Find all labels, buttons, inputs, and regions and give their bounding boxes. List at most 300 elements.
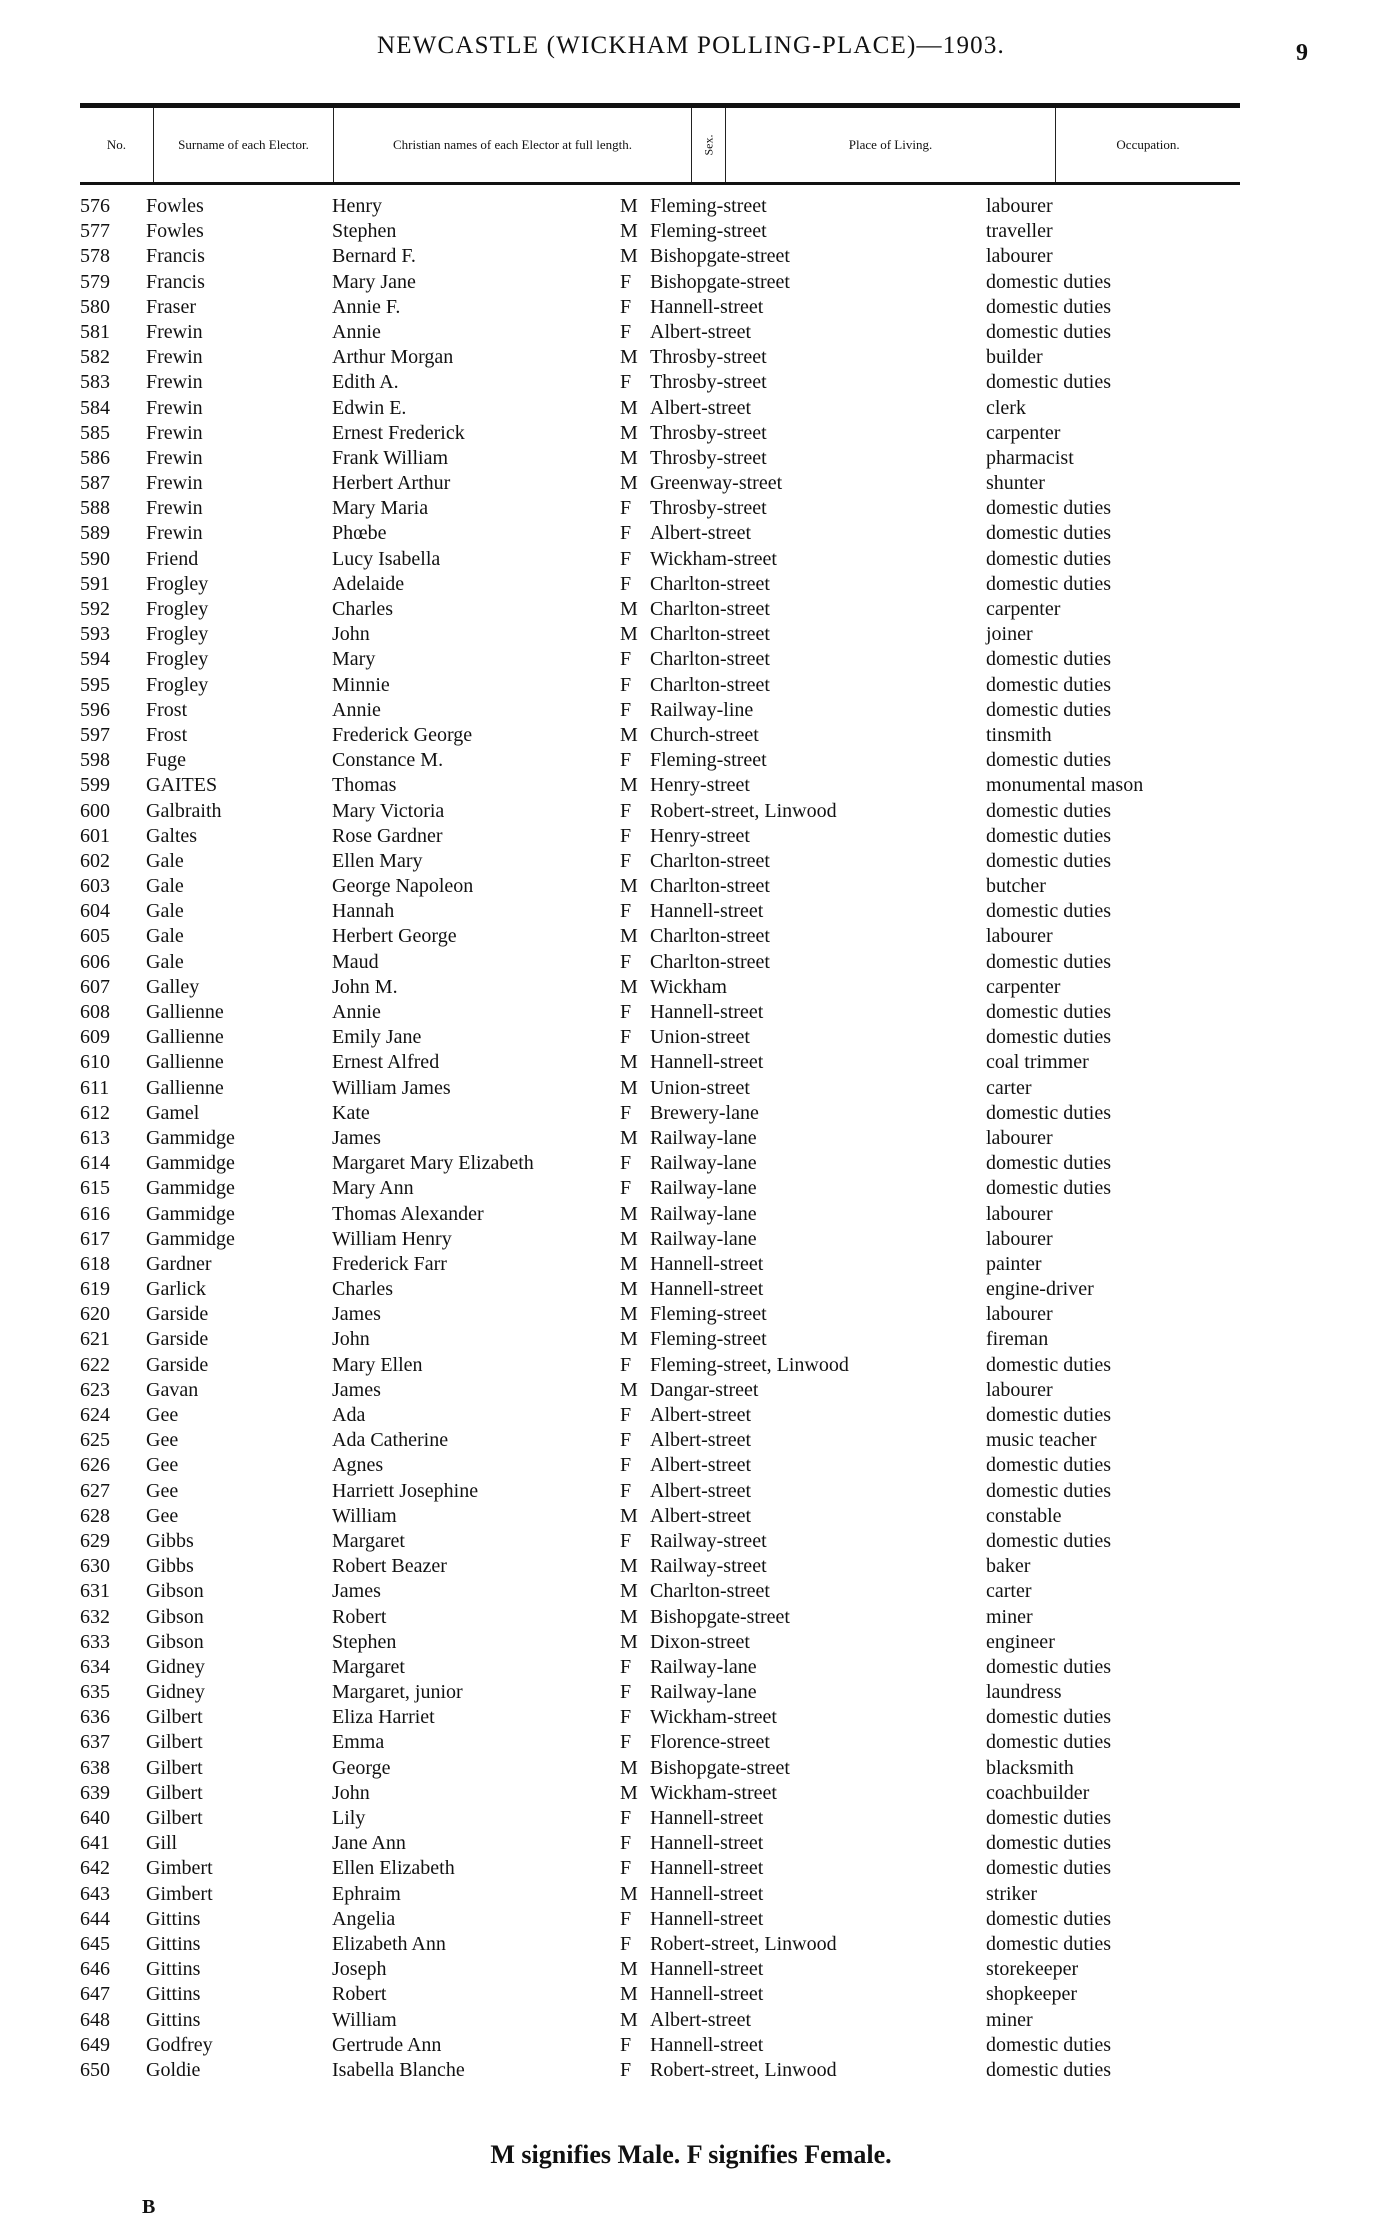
elector-row xyxy=(0,1277,1382,1302)
elector-no: 578 xyxy=(80,245,110,268)
elector-occupation: domestic duties xyxy=(986,1177,1111,1200)
elector-row xyxy=(0,270,1382,295)
elector-no: 636 xyxy=(80,1706,110,1729)
elector-surname: Gallienne xyxy=(146,1051,224,1074)
elector-sex: M xyxy=(620,1630,638,1653)
elector-row xyxy=(0,924,1382,949)
elector-christian: Phœbe xyxy=(332,522,387,545)
elector-row xyxy=(0,1831,1382,1856)
elector-no: 608 xyxy=(80,1001,110,1023)
elector-christian: Mary Ann xyxy=(332,1177,414,1200)
elector-place: Wickham-street xyxy=(650,1706,777,1729)
header-place: Place of Living. xyxy=(726,108,1056,182)
elector-row xyxy=(0,1781,1382,1806)
elector-place: Albert-street xyxy=(650,1479,752,1502)
elector-surname: Galtes xyxy=(146,824,198,847)
elector-sex: F xyxy=(620,1832,632,1855)
elector-place: Albert-street xyxy=(650,320,752,343)
elector-row xyxy=(0,1856,1382,1881)
elector-christian: John xyxy=(332,1328,370,1351)
elector-sex: M xyxy=(620,1605,638,1628)
elector-place: Throsby-street xyxy=(650,446,767,469)
page-number: 9 xyxy=(1296,40,1308,66)
elector-no: 605 xyxy=(80,925,110,948)
elector-place: Albert-street xyxy=(650,1429,752,1452)
elector-row xyxy=(0,950,1382,975)
elector-no: 629 xyxy=(80,1529,110,1552)
elector-occupation: carpenter xyxy=(986,975,1061,998)
elector-occupation: butcher xyxy=(986,875,1046,898)
elector-sex: F xyxy=(620,371,632,394)
elector-place: Henry-street xyxy=(650,824,750,847)
elector-surname: Garlick xyxy=(146,1278,206,1301)
elector-christian: Charles xyxy=(332,1278,394,1301)
elector-no: 645 xyxy=(80,1932,110,1955)
elector-no: 589 xyxy=(80,522,110,545)
elector-no: 592 xyxy=(80,598,110,620)
elector-row xyxy=(0,1025,1382,1050)
elector-christian: Lily xyxy=(332,1807,366,1829)
elector-occupation: domestic duties xyxy=(986,1857,1111,1880)
elector-row xyxy=(0,345,1382,370)
elector-christian: Arthur Morgan xyxy=(332,346,454,369)
elector-place: Railway-lane xyxy=(650,1126,757,1149)
elector-occupation: labourer xyxy=(986,1227,1053,1250)
elector-no: 586 xyxy=(80,446,110,469)
elector-no: 600 xyxy=(80,799,110,822)
elector-sex: F xyxy=(620,799,632,822)
elector-no: 614 xyxy=(80,1152,110,1175)
elector-surname: Godfrey xyxy=(146,2033,213,2056)
elector-no: 613 xyxy=(80,1126,110,1149)
elector-occupation: tinsmith xyxy=(986,723,1052,746)
elector-no: 618 xyxy=(80,1252,110,1275)
elector-occupation: domestic duties xyxy=(986,749,1111,772)
elector-occupation: domestic duties xyxy=(986,320,1111,343)
elector-sex: F xyxy=(620,572,632,595)
elector-christian: George Napoleon xyxy=(332,875,474,898)
elector-christian: Ellen Elizabeth xyxy=(332,1857,455,1880)
header-sex-label: Sex. xyxy=(701,134,716,156)
elector-occupation: domestic duties xyxy=(986,1353,1111,1376)
elector-place: Hannell-street xyxy=(650,1983,764,2006)
elector-row xyxy=(0,1529,1382,1554)
elector-occupation: domestic duties xyxy=(986,1706,1111,1729)
elector-no: 594 xyxy=(80,648,110,671)
elector-surname: Gibson xyxy=(146,1630,204,1653)
elector-christian: Frederick George xyxy=(332,723,473,746)
elector-christian: James xyxy=(332,1126,381,1149)
elector-christian: Lucy Isabella xyxy=(332,547,441,570)
elector-row xyxy=(0,975,1382,1000)
elector-no: 615 xyxy=(80,1177,110,1200)
elector-surname: Garside xyxy=(146,1328,209,1351)
elector-no: 628 xyxy=(80,1504,110,1527)
elector-christian: Herbert George xyxy=(332,925,457,948)
elector-sex: M xyxy=(620,245,638,268)
elector-no: 584 xyxy=(80,396,110,419)
elector-place: Dangar-street xyxy=(650,1378,759,1401)
elector-christian: Robert xyxy=(332,1983,387,2006)
elector-row xyxy=(0,1378,1382,1403)
elector-place: Charlton-street xyxy=(650,623,770,646)
elector-sex: F xyxy=(620,1681,632,1704)
elector-christian: Charles xyxy=(332,598,394,620)
elector-occupation: pharmacist xyxy=(986,446,1074,469)
elector-no: 610 xyxy=(80,1051,110,1074)
elector-christian: Mary Maria xyxy=(332,497,429,520)
elector-occupation: domestic duties xyxy=(986,1832,1111,1855)
elector-no: 630 xyxy=(80,1555,110,1578)
elector-row xyxy=(0,1630,1382,1655)
elector-surname: Gilbert xyxy=(146,1731,203,1754)
elector-place: Hannell-street xyxy=(650,1807,764,1829)
elector-occupation: domestic duties xyxy=(986,371,1111,394)
elector-sex: F xyxy=(620,1001,632,1023)
elector-row xyxy=(0,1353,1382,1378)
elector-place: Albert-street xyxy=(650,1454,752,1477)
elector-christian: John xyxy=(332,1781,370,1804)
elector-place: Charlton-street xyxy=(650,875,770,898)
elector-sex: F xyxy=(620,900,632,923)
elector-surname: Frogley xyxy=(146,648,209,671)
elector-sex: F xyxy=(620,2058,632,2081)
elector-no: 603 xyxy=(80,875,110,898)
elector-place: Fleming-street xyxy=(650,220,767,243)
elector-place: Railway-line xyxy=(650,698,754,721)
elector-sex: M xyxy=(620,1958,638,1981)
elector-sex: M xyxy=(620,1202,638,1225)
elector-place: Greenway-street xyxy=(650,472,783,495)
elector-no: 650 xyxy=(80,2058,110,2081)
elector-place: Albert-street xyxy=(650,1404,752,1426)
elector-sex: M xyxy=(620,1328,638,1351)
elector-no: 598 xyxy=(80,749,110,772)
elector-occupation: painter xyxy=(986,1252,1042,1275)
elector-occupation: domestic duties xyxy=(986,1152,1111,1175)
elector-sex: F xyxy=(620,295,632,318)
elector-sex: F xyxy=(620,1152,632,1175)
elector-place: Fleming-street xyxy=(650,195,767,217)
elector-occupation: domestic duties xyxy=(986,1932,1111,1955)
elector-row xyxy=(0,1151,1382,1176)
elector-christian: Hannah xyxy=(332,900,395,923)
elector-place: Hannell-street xyxy=(650,295,764,318)
elector-christian: Thomas Alexander xyxy=(332,1202,484,1225)
elector-christian: Eliza Harriet xyxy=(332,1706,435,1729)
elector-row xyxy=(0,1202,1382,1227)
elector-christian: Ernest Alfred xyxy=(332,1051,440,1074)
elector-no: 602 xyxy=(80,849,110,872)
elector-no: 642 xyxy=(80,1857,110,1880)
elector-no: 633 xyxy=(80,1630,110,1653)
elector-surname: Gammidge xyxy=(146,1177,235,1200)
elector-christian: Stephen xyxy=(332,1630,397,1653)
elector-place: Robert-street, Linwood xyxy=(650,799,837,822)
elector-surname: Fuge xyxy=(146,749,186,772)
elector-no: 588 xyxy=(80,497,110,520)
elector-sex: M xyxy=(620,875,638,898)
elector-occupation: baker xyxy=(986,1555,1031,1578)
elector-place: Henry-street xyxy=(650,774,750,797)
header-sex xyxy=(692,108,726,182)
elector-no: 596 xyxy=(80,698,110,721)
elector-christian: Ada xyxy=(332,1404,366,1426)
elector-no: 590 xyxy=(80,547,110,570)
elector-no: 622 xyxy=(80,1353,110,1376)
elector-place: Hannell-street xyxy=(650,1051,764,1074)
elector-sex: F xyxy=(620,1177,632,1200)
elector-no: 593 xyxy=(80,623,110,646)
elector-sex: M xyxy=(620,446,638,469)
elector-christian: James xyxy=(332,1303,381,1326)
elector-place: Charlton-street xyxy=(650,598,770,620)
header-occupation: Occupation. xyxy=(1116,137,1180,152)
elector-surname: Francis xyxy=(146,245,205,268)
elector-christian: James xyxy=(332,1378,381,1401)
elector-place: Railway-lane xyxy=(650,1177,757,1200)
elector-no: 583 xyxy=(80,371,110,394)
elector-sex: F xyxy=(620,1101,632,1124)
elector-occupation: monumental mason xyxy=(986,774,1144,797)
elector-sex: M xyxy=(620,1252,638,1275)
elector-place: Bishopgate-street xyxy=(650,245,790,268)
elector-place: Railway-lane xyxy=(650,1655,757,1678)
elector-sex: F xyxy=(620,1857,632,1880)
elector-row xyxy=(0,1327,1382,1352)
elector-no: 611 xyxy=(80,1076,110,1099)
elector-christian: Robert Beazer xyxy=(332,1555,447,1578)
elector-row xyxy=(0,874,1382,899)
elector-sex: F xyxy=(620,648,632,671)
elector-no: 604 xyxy=(80,900,110,923)
signature-mark: B xyxy=(142,2196,156,2218)
elector-sex: M xyxy=(620,1126,638,1149)
elector-surname: Gibson xyxy=(146,1605,204,1628)
elector-occupation: domestic duties xyxy=(986,950,1111,973)
elector-christian: Rose Gardner xyxy=(332,824,443,847)
elector-row xyxy=(0,219,1382,244)
elector-no: 637 xyxy=(80,1731,110,1754)
elector-surname: Garside xyxy=(146,1303,209,1326)
elector-place: Railway-lane xyxy=(650,1227,757,1250)
elector-no: 647 xyxy=(80,1983,110,2006)
elector-christian: Margaret, junior xyxy=(332,1681,463,1704)
elector-sex: F xyxy=(620,522,632,545)
elector-christian: Joseph xyxy=(332,1958,387,1981)
elector-occupation: engineer xyxy=(986,1630,1055,1653)
elector-no: 634 xyxy=(80,1655,110,1678)
elector-sex: F xyxy=(620,824,632,847)
elector-christian: Mary Jane xyxy=(332,270,416,293)
elector-christian: Bernard F. xyxy=(332,245,416,268)
elector-sex: M xyxy=(620,1378,638,1401)
header-christian-names: Christian names of each Elector at full length. xyxy=(334,108,692,182)
elector-occupation: domestic duties xyxy=(986,1655,1111,1678)
elector-sex: M xyxy=(620,598,638,620)
elector-occupation: carpenter xyxy=(986,598,1061,620)
elector-place: Railway-lane xyxy=(650,1152,757,1175)
elector-place: Albert-street xyxy=(650,522,752,545)
elector-occupation: striker xyxy=(986,1882,1038,1905)
table-header xyxy=(80,103,1240,185)
elector-sex: F xyxy=(620,749,632,772)
elector-occupation: labourer xyxy=(986,245,1053,268)
elector-sex: M xyxy=(620,1781,638,1804)
elector-surname: Gammidge xyxy=(146,1152,235,1175)
elector-sex: M xyxy=(620,220,638,243)
elector-occupation: fireman xyxy=(986,1328,1049,1351)
elector-row xyxy=(0,824,1382,849)
elector-surname: Frogley xyxy=(146,598,209,620)
elector-surname: GAITES xyxy=(146,774,218,797)
elector-sex: M xyxy=(620,1555,638,1578)
elector-place: Bishopgate-street xyxy=(650,1605,790,1628)
elector-no: 632 xyxy=(80,1605,110,1628)
elector-place: Throsby-street xyxy=(650,346,767,369)
elector-christian: Annie F. xyxy=(332,295,401,318)
elector-row xyxy=(0,421,1382,446)
elector-surname: Gittins xyxy=(146,2008,201,2031)
elector-sex: F xyxy=(620,1026,632,1049)
elector-row xyxy=(0,1982,1382,2007)
elector-no: 595 xyxy=(80,673,110,696)
elector-surname: Gee xyxy=(146,1454,179,1477)
elector-place: Hannell-street xyxy=(650,1958,764,1981)
elector-christian: Harriett Josephine xyxy=(332,1479,479,1502)
elector-sex: M xyxy=(620,1051,638,1074)
elector-surname: Gill xyxy=(146,1832,178,1855)
elector-surname: Frewin xyxy=(146,346,203,369)
elector-surname: Frewin xyxy=(146,320,203,343)
page-title: NEWCASTLE (WICKHAM POLLING-PLACE)—1903. xyxy=(377,32,1005,59)
elector-sex: M xyxy=(620,1580,638,1603)
elector-surname: Gallienne xyxy=(146,1026,224,1049)
elector-no: 599 xyxy=(80,774,110,797)
elector-no: 612 xyxy=(80,1101,110,1124)
elector-row xyxy=(0,1932,1382,1957)
elector-occupation: labourer xyxy=(986,1126,1053,1149)
elector-occupation: domestic duties xyxy=(986,849,1111,872)
elector-occupation: domestic duties xyxy=(986,1731,1111,1754)
elector-occupation: traveller xyxy=(986,220,1053,243)
elector-occupation: domestic duties xyxy=(986,698,1111,721)
elector-surname: Gallienne xyxy=(146,1076,224,1099)
elector-no: 625 xyxy=(80,1429,110,1452)
elector-no: 623 xyxy=(80,1378,110,1401)
elector-no: 609 xyxy=(80,1026,110,1049)
header-surname: Surname of each Elector. xyxy=(154,108,334,182)
elector-surname: Galbraith xyxy=(146,799,222,822)
elector-surname: Gale xyxy=(146,849,184,872)
elector-occupation: domestic duties xyxy=(986,673,1111,696)
elector-row xyxy=(0,1554,1382,1579)
elector-no: 644 xyxy=(80,1907,110,1930)
elector-place: Albert-street xyxy=(650,2008,752,2031)
elector-no: 606 xyxy=(80,950,110,973)
elector-row xyxy=(0,1403,1382,1428)
elector-place: Bishopgate-street xyxy=(650,1756,790,1779)
elector-surname: Gittins xyxy=(146,1932,201,1955)
elector-christian: James xyxy=(332,1580,381,1603)
elector-surname: Gammidge xyxy=(146,1202,235,1225)
elector-occupation: labourer xyxy=(986,1202,1053,1225)
elector-row xyxy=(0,1428,1382,1453)
elector-sex: M xyxy=(620,975,638,998)
elector-surname: Gilbert xyxy=(146,1706,203,1729)
elector-sex: M xyxy=(620,1303,638,1326)
elector-row xyxy=(0,1076,1382,1101)
elector-no: 640 xyxy=(80,1807,110,1829)
elector-surname: Gammidge xyxy=(146,1227,235,1250)
elector-place: Fleming-street xyxy=(650,1303,767,1326)
elector-no: 646 xyxy=(80,1958,110,1981)
elector-christian: Herbert Arthur xyxy=(332,472,451,495)
elector-sex: F xyxy=(620,1353,632,1376)
elector-sex: F xyxy=(620,1454,632,1477)
elector-occupation: labourer xyxy=(986,195,1053,217)
elector-row xyxy=(0,673,1382,698)
elector-place: Robert-street, Linwood xyxy=(650,2058,837,2081)
elector-occupation: labourer xyxy=(986,925,1053,948)
elector-christian: John M. xyxy=(332,975,398,998)
elector-place: Throsby-street xyxy=(650,497,767,520)
elector-row xyxy=(0,496,1382,521)
elector-row xyxy=(0,2058,1382,2083)
elector-occupation: domestic duties xyxy=(986,572,1111,595)
elector-place: Hannell-street xyxy=(650,2033,764,2056)
elector-surname: Gittins xyxy=(146,1958,201,1981)
elector-occupation: domestic duties xyxy=(986,824,1111,847)
elector-christian: Frederick Farr xyxy=(332,1252,447,1275)
elector-surname: Frewin xyxy=(146,396,203,419)
elector-no: 580 xyxy=(80,295,110,318)
elector-surname: Gibbs xyxy=(146,1555,194,1578)
elector-christian: Elizabeth Ann xyxy=(332,1932,446,1955)
elector-row xyxy=(0,471,1382,496)
elector-sex: F xyxy=(620,1731,632,1754)
elector-sex: F xyxy=(620,2033,632,2056)
elector-row xyxy=(0,1882,1382,1907)
elector-row xyxy=(0,572,1382,597)
elector-occupation: domestic duties xyxy=(986,547,1111,570)
elector-christian: Robert xyxy=(332,1605,387,1628)
elector-surname: Gee xyxy=(146,1504,179,1527)
elector-no: 626 xyxy=(80,1454,110,1477)
elector-surname: Francis xyxy=(146,270,205,293)
elector-place: Hannell-street xyxy=(650,1907,764,1930)
elector-sex: M xyxy=(620,623,638,646)
elector-place: Throsby-street xyxy=(650,421,767,444)
elector-place: Wickham xyxy=(650,975,727,998)
elector-surname: Frewin xyxy=(146,522,203,545)
elector-row xyxy=(0,1605,1382,1630)
elector-christian: Ada Catherine xyxy=(332,1429,449,1452)
elector-christian: Ephraim xyxy=(332,1882,401,1905)
elector-occupation: coal trimmer xyxy=(986,1051,1089,1074)
elector-christian: Kate xyxy=(332,1101,370,1124)
elector-place: Dixon-street xyxy=(650,1630,750,1653)
elector-row xyxy=(0,1101,1382,1126)
elector-occupation: carter xyxy=(986,1076,1032,1099)
elector-sex: F xyxy=(620,320,632,343)
elector-sex: F xyxy=(620,1429,632,1452)
elector-row xyxy=(0,1907,1382,1932)
elector-surname: Gidney xyxy=(146,1681,205,1704)
elector-surname: Garside xyxy=(146,1353,209,1376)
elector-christian: Margaret Mary Elizabeth xyxy=(332,1152,534,1175)
elector-sex: F xyxy=(620,950,632,973)
